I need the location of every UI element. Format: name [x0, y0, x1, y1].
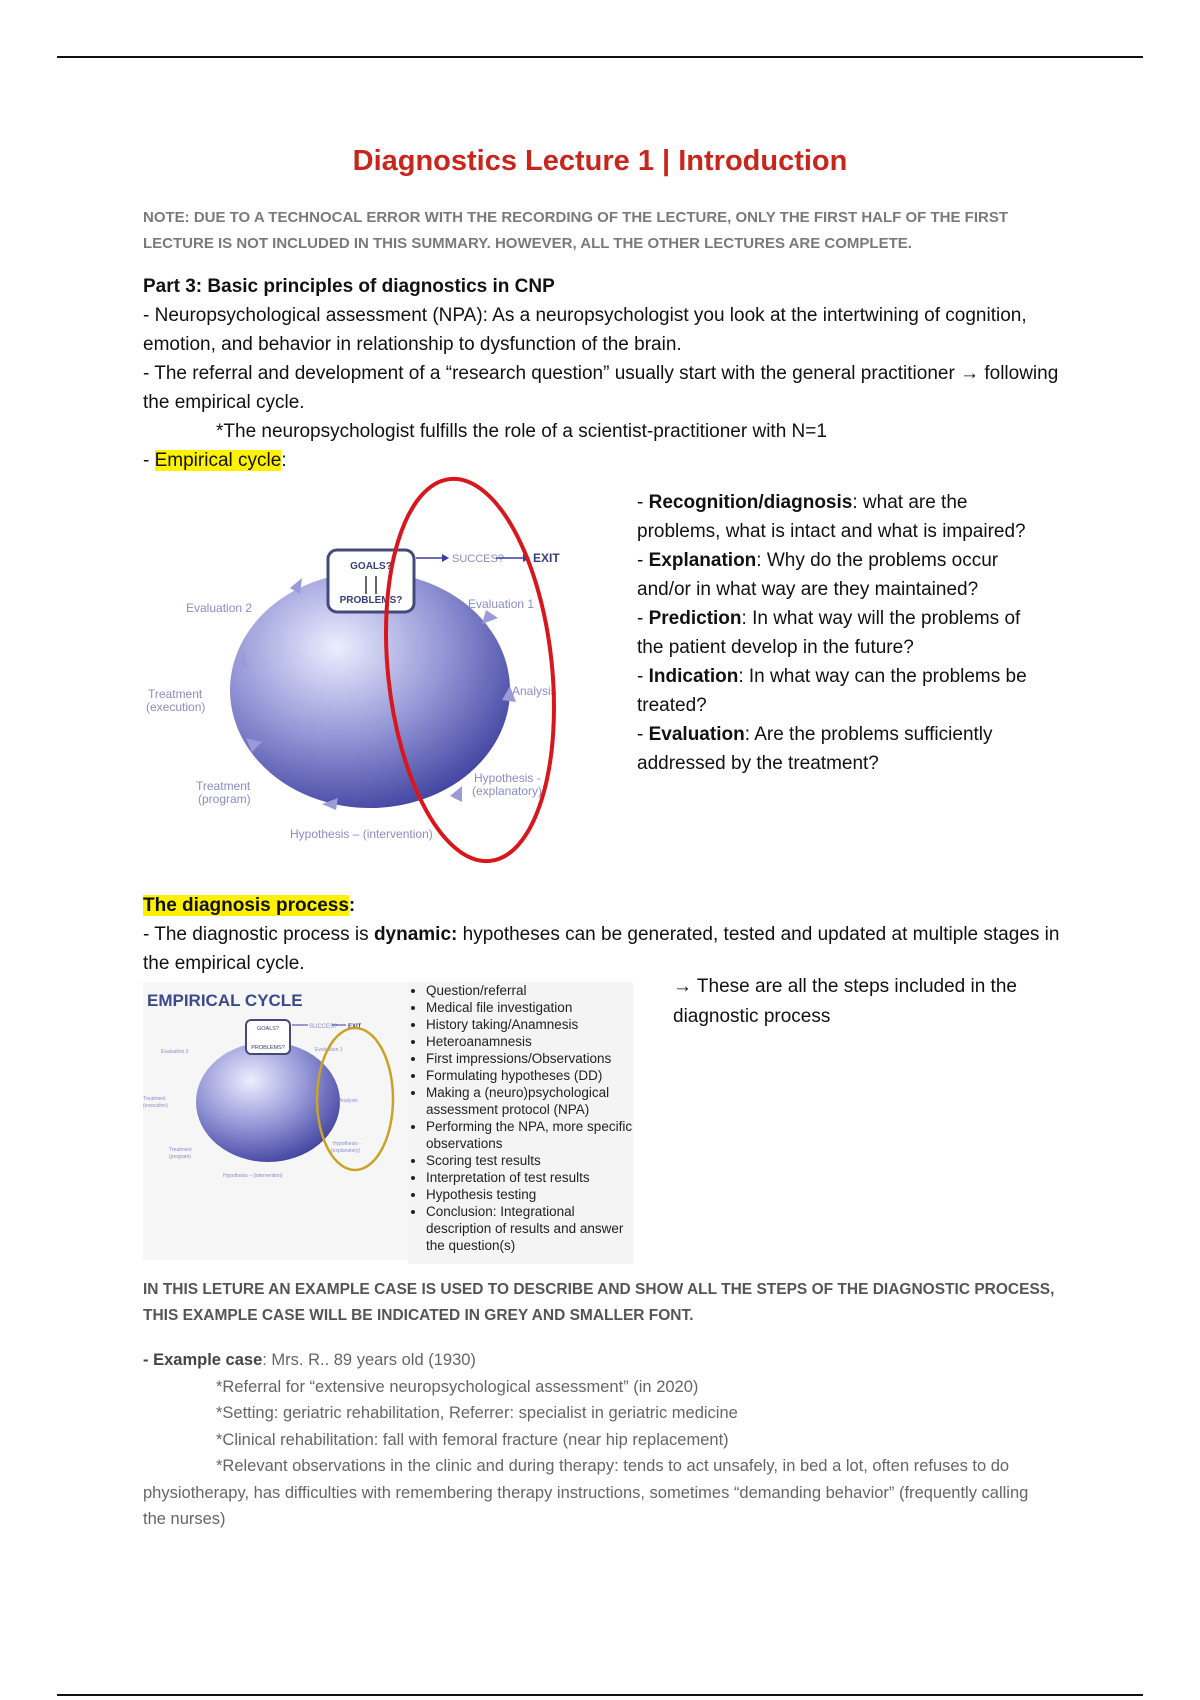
small-hyp-int-label: Hypothesis – (intervention)	[223, 1173, 283, 1179]
small-treat-prog-label: Treatment	[169, 1147, 192, 1153]
definition-evaluation: - Evaluation: Are the problems sufficiently addressed by the treatment?	[637, 724, 993, 774]
hypothesis-explanatory-label: Hypothesis -	[474, 771, 541, 785]
analysis-label: Analysis	[512, 684, 557, 698]
part3-paragraph-3: *The neuropsychologist fulfills the role of a scientist-practitioner with N=1	[216, 421, 827, 442]
example-bullet: *Clinical rehabilitation: fall with femoral fracture (near hip replacement)	[216, 1430, 729, 1449]
small-treat-exec-sub: (execution)	[143, 1103, 168, 1109]
empirical-cycle-small-diagram	[143, 982, 408, 1260]
diagnosis-process-section	[143, 891, 1063, 978]
example-bullet-long: *Relevant observations in the clinic and during therapy: tends to act unsafely, in bed a lot, often refuses to do physiotherapy, has difficulties with remembering therapy instructions, sometimes “demanding behavior” (frequently calling the nurses)	[143, 1457, 1029, 1528]
small-eval1-label: Evaluation 1	[315, 1047, 343, 1053]
step-item: • Performing the NPA, more specific observations	[426, 1118, 633, 1152]
part3-heading: Part 3: Basic principles of diagnostics in CNP	[143, 276, 555, 297]
step-item: • Question/referral	[426, 982, 633, 999]
evaluation-1-label: Evaluation 1	[468, 597, 535, 611]
example-case	[143, 1347, 1043, 1533]
treatment-program-sub: (program)	[198, 792, 251, 806]
small-problems-label: PROBLEMS?	[251, 1045, 285, 1051]
empirical-cycle-label: - Empirical cycle:	[143, 450, 287, 471]
small-diagram-title: EMPIRICAL CYCLE	[147, 991, 303, 1010]
treatment-execution-sub: (execution)	[146, 700, 206, 714]
diagnostic-steps-list	[408, 982, 633, 1264]
hypothesis-explanatory-sub: (explanatory)	[472, 784, 543, 798]
small-treat-prog-sub: (program)	[169, 1154, 191, 1160]
step-item: • Hypothesis testing	[426, 1186, 633, 1203]
hypothesis-intervention-label: Hypothesis – (intervention)	[290, 827, 433, 841]
step-item: • Conclusion: Integrational description of results and answer the question(s)	[426, 1203, 633, 1254]
step-item: • Formulating hypotheses (DD)	[426, 1067, 633, 1084]
exit-label: EXIT	[533, 551, 560, 565]
steps-note: → These are all the steps included in the diagnostic process	[673, 976, 1017, 1027]
page-title: Diagnostics Lecture 1 | Introduction	[352, 145, 848, 177]
small-treat-exec-label: Treatment	[143, 1096, 166, 1102]
treatment-program-label: Treatment	[196, 779, 251, 793]
step-item: • Making a (neuro)psychological assessment protocol (NPA)	[426, 1084, 633, 1118]
step-item: • Medical file investigation	[426, 999, 633, 1016]
small-goals-label: GOALS?	[256, 1026, 280, 1032]
small-eval2-label: Evaluation 2	[161, 1049, 189, 1055]
small-exit-label: EXIT	[348, 1024, 362, 1030]
evaluation-2-label: Evaluation 2	[186, 601, 253, 615]
step-item: • Heteroanamnesis	[426, 1033, 633, 1050]
diagnosis-process-paragraph: - The diagnostic process is dynamic: hypotheses can be generated, tested and updated at multiple stages in the empirical cycle.	[143, 924, 1060, 974]
part3-paragraph-2: - The referral and development of a “research question” usually start with the general practitioner → following the empirical cycle.	[143, 363, 1059, 413]
definition-explanation: - Explanation: Why do the problems occur and/or in what way are they maintained?	[637, 550, 999, 600]
success-label: SUCCES?	[452, 553, 504, 565]
bottom-rule	[57, 1694, 1143, 1696]
example-bullet: *Setting: geriatric rehabilitation, Referrer: specialist in geriatric medicine	[216, 1404, 738, 1422]
small-success-label: SUCCES?	[309, 1024, 338, 1030]
example-case-header: - Example case: Mrs. R.. 89 years old (1930)	[143, 1351, 476, 1369]
goals-label: GOALS?	[350, 561, 392, 572]
small-hyp-expl-label: Hypothesis -	[333, 1141, 361, 1147]
part3-paragraph-1: - Neuropsychological assessment (NPA): As a neuropsychologist you look at the intertwining of cognition, emotion, and behavior in relationship to dysfunction of the brain.	[143, 305, 1027, 355]
step-item: • First impressions/Observations	[426, 1050, 633, 1067]
problems-label: PROBLEMS?	[339, 595, 403, 606]
treatment-execution-label: Treatment	[148, 687, 203, 701]
small-hyp-expl-sub: (explanatory)	[331, 1148, 361, 1154]
step-item: • History taking/Anamnesis	[426, 1016, 633, 1033]
small-analysis-label: Analysis	[339, 1098, 358, 1104]
cycle-definitions	[637, 488, 1047, 778]
step-item: • Interpretation of test results	[426, 1169, 633, 1186]
example-case-note: IN THIS LETURE AN EXAMPLE CASE IS USED TO DESCRIBE AND SHOW ALL THE STEPS OF THE DIAGNOSTIC PROCESS, THIS EXAMPLE CASE WILL BE INDICATED IN GREY AND SMALLER FONT.	[143, 1281, 1055, 1324]
diagnosis-process-heading: The diagnosis process:	[143, 895, 356, 916]
recording-note: NOTE: DUE TO A TECHNOCAL ERROR WITH THE RECORDING OF THE LECTURE, ONLY THE FIRST HALF OF THE FIRST LECTURE IS NOT INCLUDED IN THIS SUMMARY. HOWEVER, ALL THE OTHER LECTURES ARE COMPLETE.	[143, 209, 1009, 252]
step-item: • Scoring test results	[426, 1152, 633, 1169]
example-bullet: *Referral for “extensive neuropsychological assessment” (in 2020)	[216, 1377, 699, 1396]
definition-recognition: - Recognition/diagnosis: what are the problems, what is intact and what is impaired?	[637, 492, 1026, 542]
top-rule	[57, 56, 1143, 58]
definition-prediction: - Prediction: In what way will the problems of the patient develop in the future?	[637, 608, 1021, 658]
part3-section	[143, 272, 1063, 475]
empirical-cycle-diagram	[140, 470, 630, 880]
definition-indication: - Indication: In what way can the problems be treated?	[637, 666, 1027, 716]
